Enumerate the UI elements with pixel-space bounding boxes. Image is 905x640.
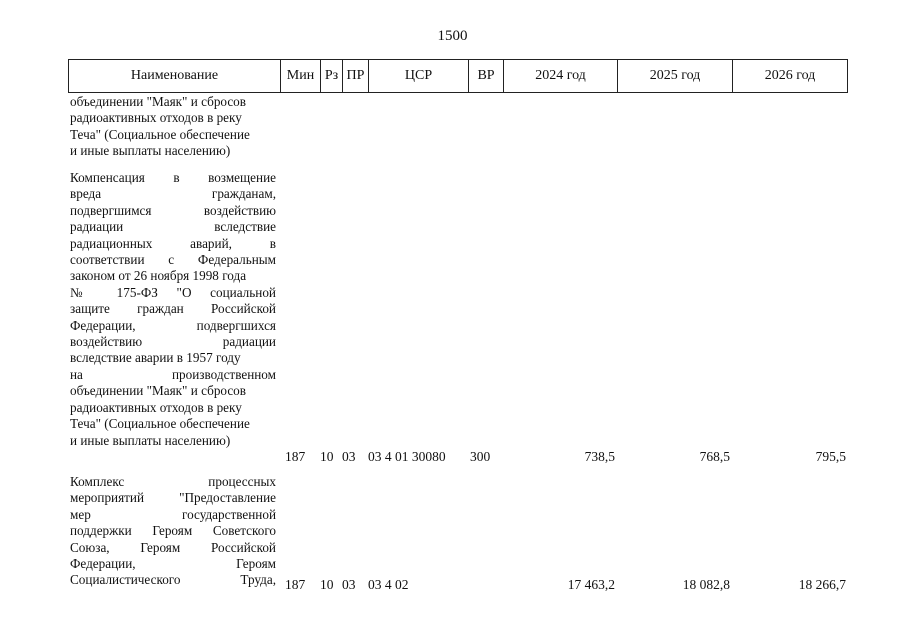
table-row-1-2025: 768,5	[699, 449, 730, 464]
page-number: 1500	[437, 28, 468, 44]
table-row-2-2025: 18 082,8	[682, 577, 730, 592]
col-header-min: Мин	[281, 60, 321, 92]
col-header-name: Наименование	[69, 60, 281, 92]
table-row-1-name-line: вследствие аварии в 1957 году	[70, 350, 241, 366]
table-row-1-name-line: радиационных аварий, в	[70, 235, 276, 251]
col-header-pr: ПР	[343, 60, 369, 92]
table-row-1-pr: 03	[342, 449, 356, 464]
table-row-2-rz: 10	[320, 577, 334, 592]
table-row-1-name-line: Федерации, подвергшихся	[70, 317, 276, 333]
table-row-1-name-line: радиоактивных отходов в реку	[70, 399, 242, 415]
table-row-2-2026: 18 266,7	[798, 577, 846, 592]
table-row-1-name-line: защите граждан Российской	[70, 301, 276, 317]
col-header-2024: 2024 год	[504, 60, 618, 92]
table-row-1-name	[70, 170, 276, 449]
table-row-0-name-line: и иные выплаты населению)	[70, 143, 231, 159]
table-row-0-name-line: радиоактивных отходов в реку	[70, 110, 242, 126]
col-header-csr: ЦСР	[369, 60, 469, 92]
table-row-2-name	[70, 474, 276, 589]
table-row-2-2024: 17 463,2	[567, 577, 615, 592]
table-row-0-name-line: Теча" (Социальное обеспечение	[70, 126, 250, 142]
table-row-2-pr: 03	[342, 577, 356, 592]
table-row-2-csr: 03 4 02	[368, 577, 409, 592]
table-row-2-min: 187	[285, 577, 306, 592]
table-row-1-2026: 795,5	[815, 449, 846, 464]
table-row-1-2024: 738,5	[584, 449, 615, 464]
table-row-1-min: 187	[285, 449, 306, 464]
table-row-1-csr: 03 4 01 30080	[368, 449, 446, 464]
col-header-2026: 2026 год	[764, 68, 816, 83]
table-row-2-name-line: мер государственной	[70, 506, 276, 522]
table-row-1-name-line: соответствии с Федеральным	[70, 252, 276, 268]
table-row-1-name-line: подвергшимся воздействию	[70, 202, 276, 218]
col-header-vr: ВР	[469, 60, 504, 92]
table-row-2-name-line: Союза, Героям Российской	[70, 539, 276, 555]
table-row-1-name-line: радиации вследствие	[70, 219, 276, 235]
table-row-0-name-line: объединении "Маяк" и сбросов	[70, 94, 247, 109]
table-row-2-name-line: мероприятий "Предоставление	[70, 490, 276, 506]
table-header	[68, 59, 848, 93]
table-row-2-name-line: Комплекс процессных	[70, 474, 276, 489]
table-row-1-name-line: объединении "Маяк" и сбросов	[70, 383, 247, 399]
table-row-1-name-line: № 175-ФЗ "О социальной	[70, 284, 276, 300]
table-row-1-name-line: Компенсация в возмещение	[70, 170, 276, 185]
table-row-1-name-line: воздействию радиации	[70, 334, 276, 350]
table-row-2-name-line: Федерации, Героям	[70, 556, 276, 572]
col-header-rz: Рз	[321, 60, 343, 92]
col-header-2025: 2025 год	[618, 60, 733, 92]
table-row-1-name-line: и иные выплаты населению)	[70, 432, 231, 448]
table-row-1-rz: 10	[320, 449, 334, 464]
table-row-0-name	[70, 94, 276, 160]
table-row-1-vr: 300	[470, 449, 491, 464]
table-row-1-name-line: законом от 26 ноября 1998 года	[70, 268, 247, 284]
table-row-2-name-line: Социалистического Труда,	[70, 572, 276, 588]
table-row-1-name-line: вреда гражданам,	[70, 186, 276, 202]
table-row-2-name-line: поддержки Героям Советского	[70, 523, 276, 539]
table-row-1-name-line: Теча" (Социальное обеспечение	[70, 416, 250, 432]
table-row-1-name-line: на производственном	[70, 366, 276, 382]
